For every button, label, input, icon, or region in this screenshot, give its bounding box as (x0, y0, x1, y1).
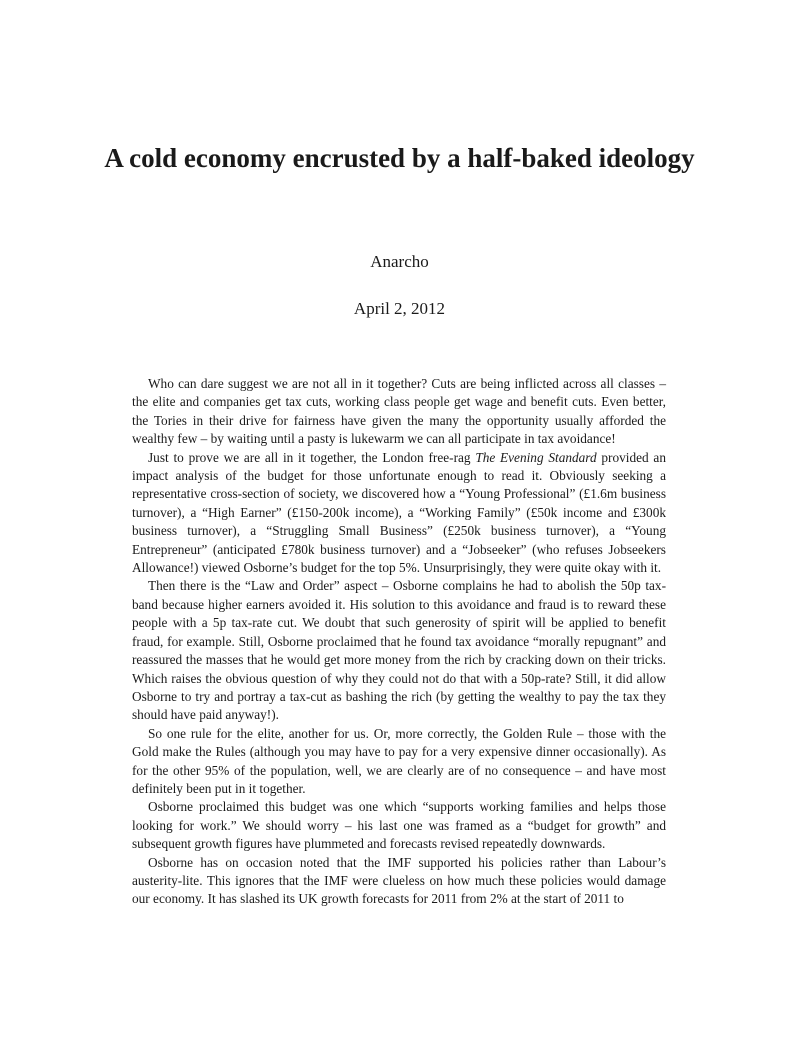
document-date: April 2, 2012 (353, 299, 446, 318)
paragraph-1: Who can dare suggest we are not all in it together? Cuts are being inflicted across all classes – the elite and companies get tax cuts, working class people get wage and benefit cuts. Even better, the Tories in their drive for fairness have given the many the opportunity usually afforded the wealthy few – by waiting until a pasty is lukewarm we can all participate in tax avoidance! (132, 376, 666, 447)
paragraph-2 (132, 449, 666, 578)
paragraph-5: Osborne proclaimed this budget was one which “supports working families and helps those looking for work.” We should worry – his last one was framed as a “budget for growth” and subsequent growth figures have plummeted and forecasts revised repeatedly downwards. (132, 799, 666, 852)
paragraph-2-text-before: Just to prove we are all in it together, the London free-rag (148, 449, 476, 465)
document-body (132, 375, 666, 909)
paragraph-6: Osborne has on occasion noted that the IMF supported his policies rather than Labour’s austerity-lite. This ignores that the IMF were clueless on how much these policies would damage our economy. It has slashed its UK growth forecasts for 2011 from 2% at the start of 2011 to (132, 854, 666, 907)
document-title: A cold economy encrusted by a half-baked ideology (104, 143, 695, 173)
document-author: Anarcho (370, 252, 429, 271)
paragraph-2-text-after: provided an impact analysis of the budget for those unfortunate enough to read it. Obviously seeking a representative cross-section of society, we discovered how a “Young Professional” (£1.6m business turnover), a “High Earner” (£150-200k income), a “Working Family” (£50k income and £300k business turnover), a “Struggling Small Business” (£250k business turnover), a “Young Entrepreneur” (anticipated £780k business turnover) and a “Jobseeker” (who refuses Jobseekers Allowance!) viewed Osborne’s budget for the top 5%. Unsurprisingly, they were quite okay with it. (132, 449, 666, 576)
paragraph-4: So one rule for the elite, another for us. Or, more correctly, the Golden Rule – those with the Gold make the Rules (although you may have to pay for a very expensive dinner occasionally). As for the other 95% of the population, well, we are clearly are of no consequence – and have most definitely been put in it together. (132, 725, 666, 796)
publication-name: The Evening Standard (475, 449, 597, 465)
paragraph-3: Then there is the “Law and Order” aspect – Osborne complains he had to abolish the 50p tax-band because higher earners avoided it. His solution to this avoidance and fraud is to reward these people with a 5p tax-rate cut. We doubt that such generosity of spirit will be applied to benefit fraud, for example. Still, Osborne proclaimed that he found tax avoidance “morally repugnant” and reassured the masses that he would get more money from the rich by cracking down on their tricks. Which raises the obvious question of why they could not do that with a 50p-rate? Still, it did allow Osborne to try and portray a tax-cut as bashing the rich (by getting the wealthy to pay the tax they should have paid anyway!). (132, 578, 666, 723)
